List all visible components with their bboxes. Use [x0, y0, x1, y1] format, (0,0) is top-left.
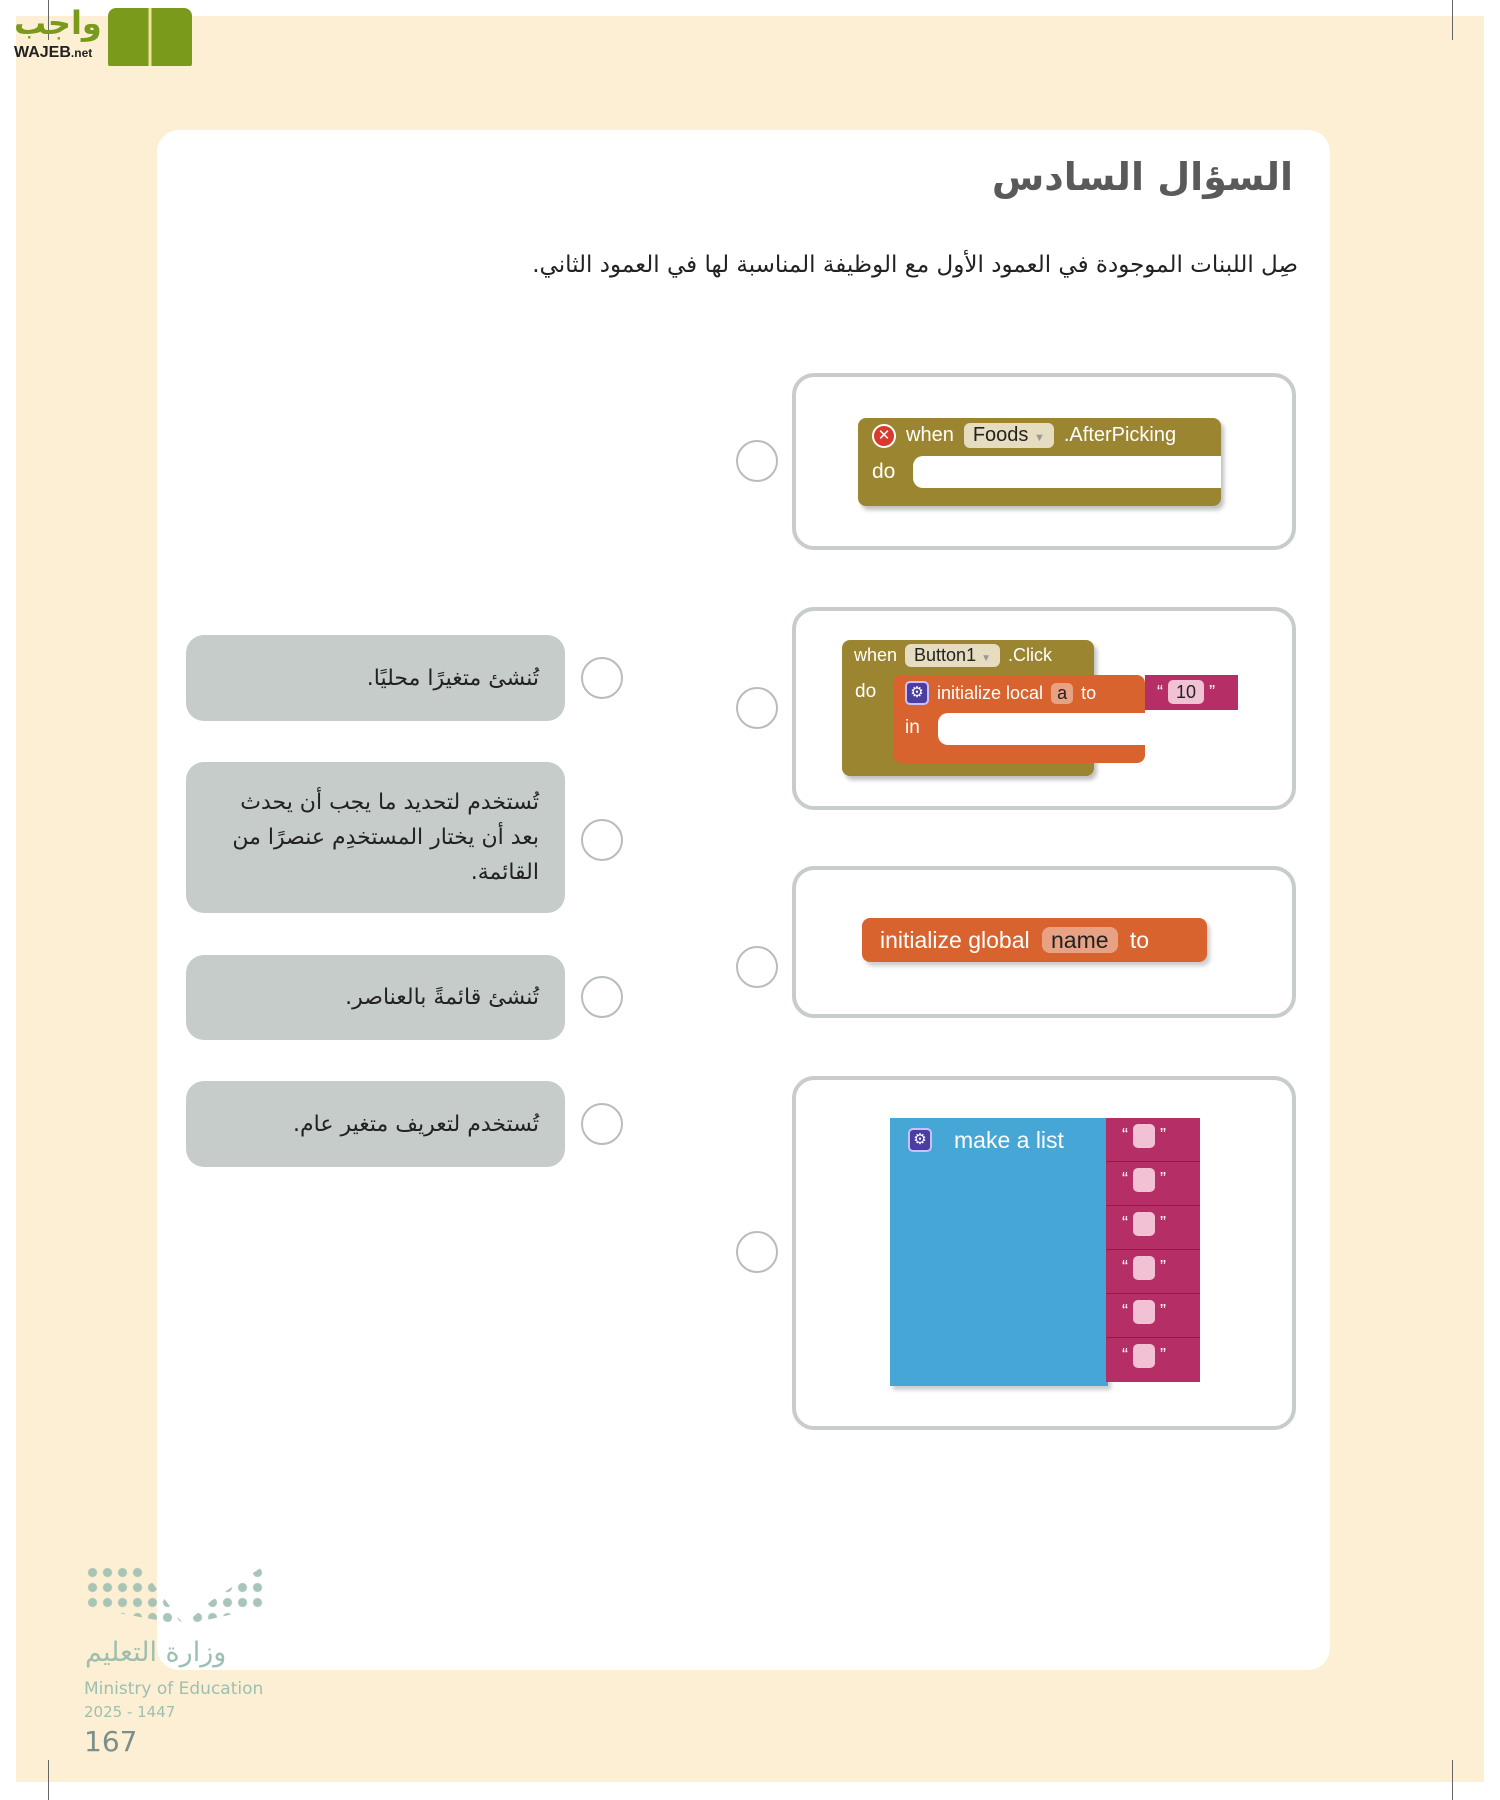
gear-icon[interactable]: ⚙ [905, 681, 929, 705]
do-label: do [855, 681, 877, 702]
ministry-name-ar: وزارة التعليم [85, 1637, 227, 1668]
description-item [186, 762, 565, 913]
description-item [186, 635, 565, 721]
book-icon [108, 8, 192, 66]
make-list-label: make a list [954, 1127, 1064, 1153]
initialize-global-block [862, 918, 1207, 962]
crop-mark [1452, 0, 1453, 40]
quote-open: “ [1157, 682, 1163, 702]
description-text: تُنشئ متغيرًا محليًا. [366, 665, 539, 691]
event-block-after-picking [858, 418, 1221, 506]
in-label: in [905, 717, 920, 738]
text-block-empty: “ ” [1106, 1250, 1200, 1294]
make-list-block [890, 1118, 1108, 1386]
wajeb-logo[interactable] [10, 4, 190, 68]
match-circle-block-2[interactable] [736, 687, 778, 729]
match-circle-description-4[interactable] [581, 1103, 623, 1145]
gear-icon[interactable]: ⚙ [908, 1128, 932, 1152]
do-slot [913, 456, 1221, 488]
match-circle-description-1[interactable] [581, 657, 623, 699]
match-circle-block-4[interactable] [736, 1231, 778, 1273]
when-label: when [854, 645, 898, 665]
description-text: تُنشئ قائمةً بالعناصر. [345, 985, 539, 1010]
initialize-local-block [893, 675, 1145, 763]
crop-mark [48, 1760, 49, 1800]
description-item [186, 955, 565, 1040]
match-circle-description-3[interactable] [581, 976, 623, 1018]
variable-name[interactable]: name [1042, 927, 1118, 953]
text-value[interactable]: 10 [1168, 680, 1204, 704]
match-circle-description-2[interactable] [581, 819, 623, 861]
init-label: initialize global [880, 927, 1030, 953]
to-label: to [1129, 927, 1150, 953]
event-label: .AfterPicking [1063, 424, 1177, 446]
text-block-empty: “ ” [1106, 1118, 1200, 1162]
page-number: 167 [84, 1725, 138, 1758]
component-dropdown[interactable]: Button1 ▼ [905, 644, 1000, 667]
do-label: do [872, 460, 896, 483]
variable-name[interactable]: a [1051, 683, 1073, 704]
in-slot [938, 713, 1145, 745]
quote-close: ” [1209, 682, 1216, 702]
text-block-empty: “ ” [1106, 1294, 1200, 1338]
text-block-empty: “ ” [1106, 1206, 1200, 1250]
description-item [186, 1081, 565, 1167]
year: 2025 - 1447 [84, 1703, 176, 1721]
logo-arabic: واجب [14, 4, 102, 42]
to-label: to [1081, 682, 1097, 703]
ministry-name-en: Ministry of Education [84, 1679, 264, 1699]
text-block-empty: “ ” [1106, 1338, 1200, 1382]
logo-suffix: .net [70, 46, 93, 60]
when-label: when [906, 424, 954, 446]
text-block-10 [1145, 675, 1238, 710]
component-dropdown[interactable]: Foods ▼ [964, 423, 1054, 448]
crop-mark [1452, 1760, 1453, 1800]
description-text: تُستخدم لتعريف متغير عام. [293, 1111, 539, 1137]
text-block-empty: “ ” [1106, 1162, 1200, 1206]
logo-latin: WAJEB [14, 44, 71, 61]
error-icon: ✕ [872, 424, 896, 448]
description-text: تُستخدم لتحديد ما يجب أن يحدث بعد أن يختار المستخدِم عنصرًا من القائمة. [232, 790, 539, 885]
match-circle-block-3[interactable] [736, 946, 778, 988]
init-label: initialize local [937, 682, 1044, 703]
match-circle-block-1[interactable] [736, 440, 778, 482]
question-instruction: صِل اللبنات الموجودة في العمود الأول مع الوظيفة المناسبة لها في العمود الثاني. [532, 252, 1298, 278]
list-items [1106, 1118, 1200, 1382]
question-title: السؤال السادس [991, 155, 1293, 199]
event-label: .Click [1008, 645, 1053, 665]
